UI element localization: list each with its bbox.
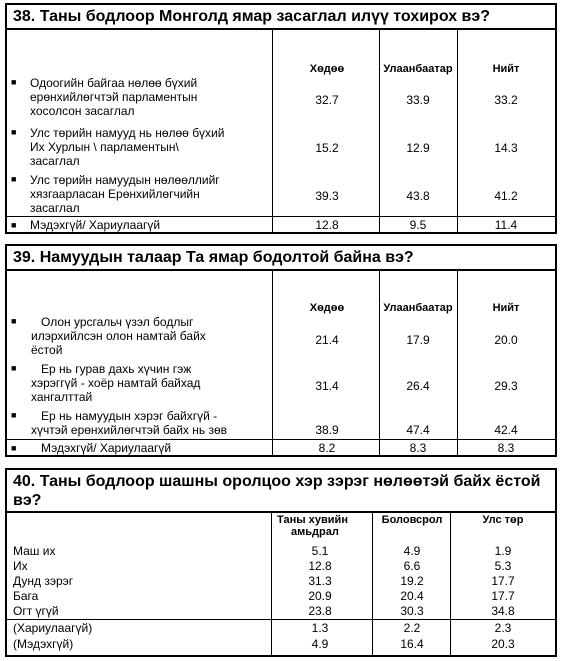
cell-value: 11.4: [494, 218, 518, 232]
cell-value: 33.9: [406, 93, 430, 107]
cell-value: 43.8: [406, 189, 430, 203]
cell-value: 32.7: [315, 93, 339, 107]
bullet-icon: ■: [11, 410, 17, 420]
column-header-total: Нийт: [492, 63, 520, 75]
cell-value: 5.1: [311, 544, 329, 558]
cell-value: 4.9: [311, 637, 329, 651]
cell-value: 1.9: [494, 544, 512, 558]
cell-value: 30.3: [400, 604, 424, 618]
cell-value: 17.7: [491, 589, 515, 603]
cell-value: 34.8: [491, 604, 515, 618]
table-row-label: Ер нь гурав дахь хүчин гэж хэрэггүй - хоёр намтай байхад хангалттай: [31, 362, 201, 404]
cell-value: 47.4: [406, 423, 430, 437]
question-39-title: 39. Намуудын талаар Та ямар бодолтой байна вэ?: [7, 246, 555, 271]
cell-value: 33.2: [494, 93, 518, 107]
cell-value: 19.2: [400, 574, 424, 588]
bullet-icon: ■: [11, 443, 17, 453]
bullet-icon: ■: [11, 77, 17, 87]
bullet-icon: ■: [11, 174, 17, 184]
question-38-panel: [5, 3, 557, 234]
cell-value: 26.4: [406, 379, 430, 393]
cell-value: 31.3: [308, 574, 332, 588]
bullet-icon: ■: [11, 363, 17, 373]
cell-value: 8.2: [318, 441, 336, 455]
table-row-label: Улс төрийн намууд нь нөлөө бүхий Их Хурлын \ парламентын\ засаглал: [30, 126, 225, 168]
cell-value: 1.3: [311, 621, 329, 635]
cell-value: 12.9: [406, 141, 430, 155]
bullet-icon: ■: [11, 220, 17, 230]
question-38-title: 38. Таны бодлоор Монголд ямар засаглал илүү тохирох вэ?: [7, 5, 555, 30]
cell-value: 5.3: [494, 559, 512, 573]
column-header-rural: Хөдөө: [309, 63, 345, 75]
column-header-rural: Хөдөө: [309, 302, 345, 314]
cell-value: 12.8: [308, 559, 332, 573]
cell-value: 17.7: [491, 574, 515, 588]
question-39-panel: [5, 244, 557, 457]
cell-value: 8.3: [409, 441, 427, 455]
cell-value: 2.2: [403, 621, 421, 635]
cell-value: 2.3: [494, 621, 512, 635]
table-row-label: Мэдэхгүй/ Хариулаагүй: [41, 441, 172, 455]
column-header-total: Нийт: [492, 302, 520, 314]
cell-value: 20.4: [400, 589, 424, 603]
cell-value: 39.3: [315, 189, 339, 203]
table-row-label: (Хариулаагүй): [13, 621, 93, 635]
table-row-label: Одоогийн байгаа нөлөө бүхий ерөнхийлөгчтэй парламентын хосолсон засаглал: [30, 76, 198, 118]
bullet-icon: ■: [11, 316, 17, 326]
table-row-label: Ер нь намуудын хэрэг байхгүй - хүчтэй ерөнхийлөгчтэй байх нь зөв: [31, 409, 227, 437]
table-row-label: Олон урсгальч үзэл бодлыг илэрхийлсэн олон намтай байх ёстой: [31, 315, 206, 357]
cell-value: 4.9: [403, 544, 421, 558]
cell-value: 16.4: [400, 637, 424, 651]
cell-value: 42.4: [494, 423, 518, 437]
table-row-label: Мэдэхгүй/ Хариулаагүй: [30, 218, 161, 232]
cell-value: 29.3: [494, 379, 518, 393]
cell-value: 38.9: [315, 423, 339, 437]
cell-value: 12.8: [315, 218, 339, 232]
column-header-ulaanbaatar: Улаанбаатар: [383, 63, 453, 75]
table-row-label: Бага: [13, 589, 39, 603]
cell-value: 14.3: [494, 141, 518, 155]
cell-value: 17.9: [406, 333, 430, 347]
table-row-label: Их: [13, 559, 28, 573]
column-header-politics: Улс төр: [482, 514, 524, 526]
cell-value: 20.0: [494, 333, 518, 347]
table-row-label: (Мэдэхгүй): [13, 637, 74, 651]
column-header-education: Боловсрол: [381, 514, 443, 526]
table-row-label: Улс төрийн намуудын нөлөөллийг хязгаарласан Ерөнхийлөгчийн засаглал: [30, 173, 220, 215]
column-header-ulaanbaatar: Улаанбаатар: [383, 302, 453, 314]
cell-value: 8.3: [497, 441, 515, 455]
cell-value: 9.5: [409, 218, 427, 232]
cell-value: 20.3: [491, 637, 515, 651]
cell-value: 21.4: [315, 333, 339, 347]
cell-value: 6.6: [403, 559, 421, 573]
cell-value: 20.9: [308, 589, 332, 603]
cell-value: 41.2: [494, 189, 518, 203]
cell-value: 23.8: [308, 604, 332, 618]
table-row-label: Огт үгүй: [13, 604, 59, 618]
cell-value: 15.2: [315, 141, 339, 155]
column-header-personal-life: Таны хувийн амьдрал: [277, 514, 348, 538]
question-40-title: 40. Таны бодлоор шашны оролцоо хэр зэрэг нөлөөтэй байх ёстой вэ?: [13, 473, 541, 509]
bullet-icon: ■: [11, 127, 17, 137]
question-40-panel: 40. Таны бодлоор шашны оролцоо хэр зэрэг нөлөөтэй байх ёстой вэ? Таны хувийн амьдрал Боловсрол Улс төр Маш их 5.1 4.9 1.9 Их 12.8 6.6 5.3 Дунд зэрэг 31.3 19.2 17.7 Бага 20.9 20.4 17.7 Огт үгүй 23.8 30.3 34.8 (Хариулаагүй) 1.3 2.2 2.3 (Мэдэхгүй) 4.9 16.4 20.3: [5, 468, 557, 657]
cell-value: 31.4: [315, 379, 339, 393]
table-row-label: Дунд зэрэг: [13, 574, 74, 588]
